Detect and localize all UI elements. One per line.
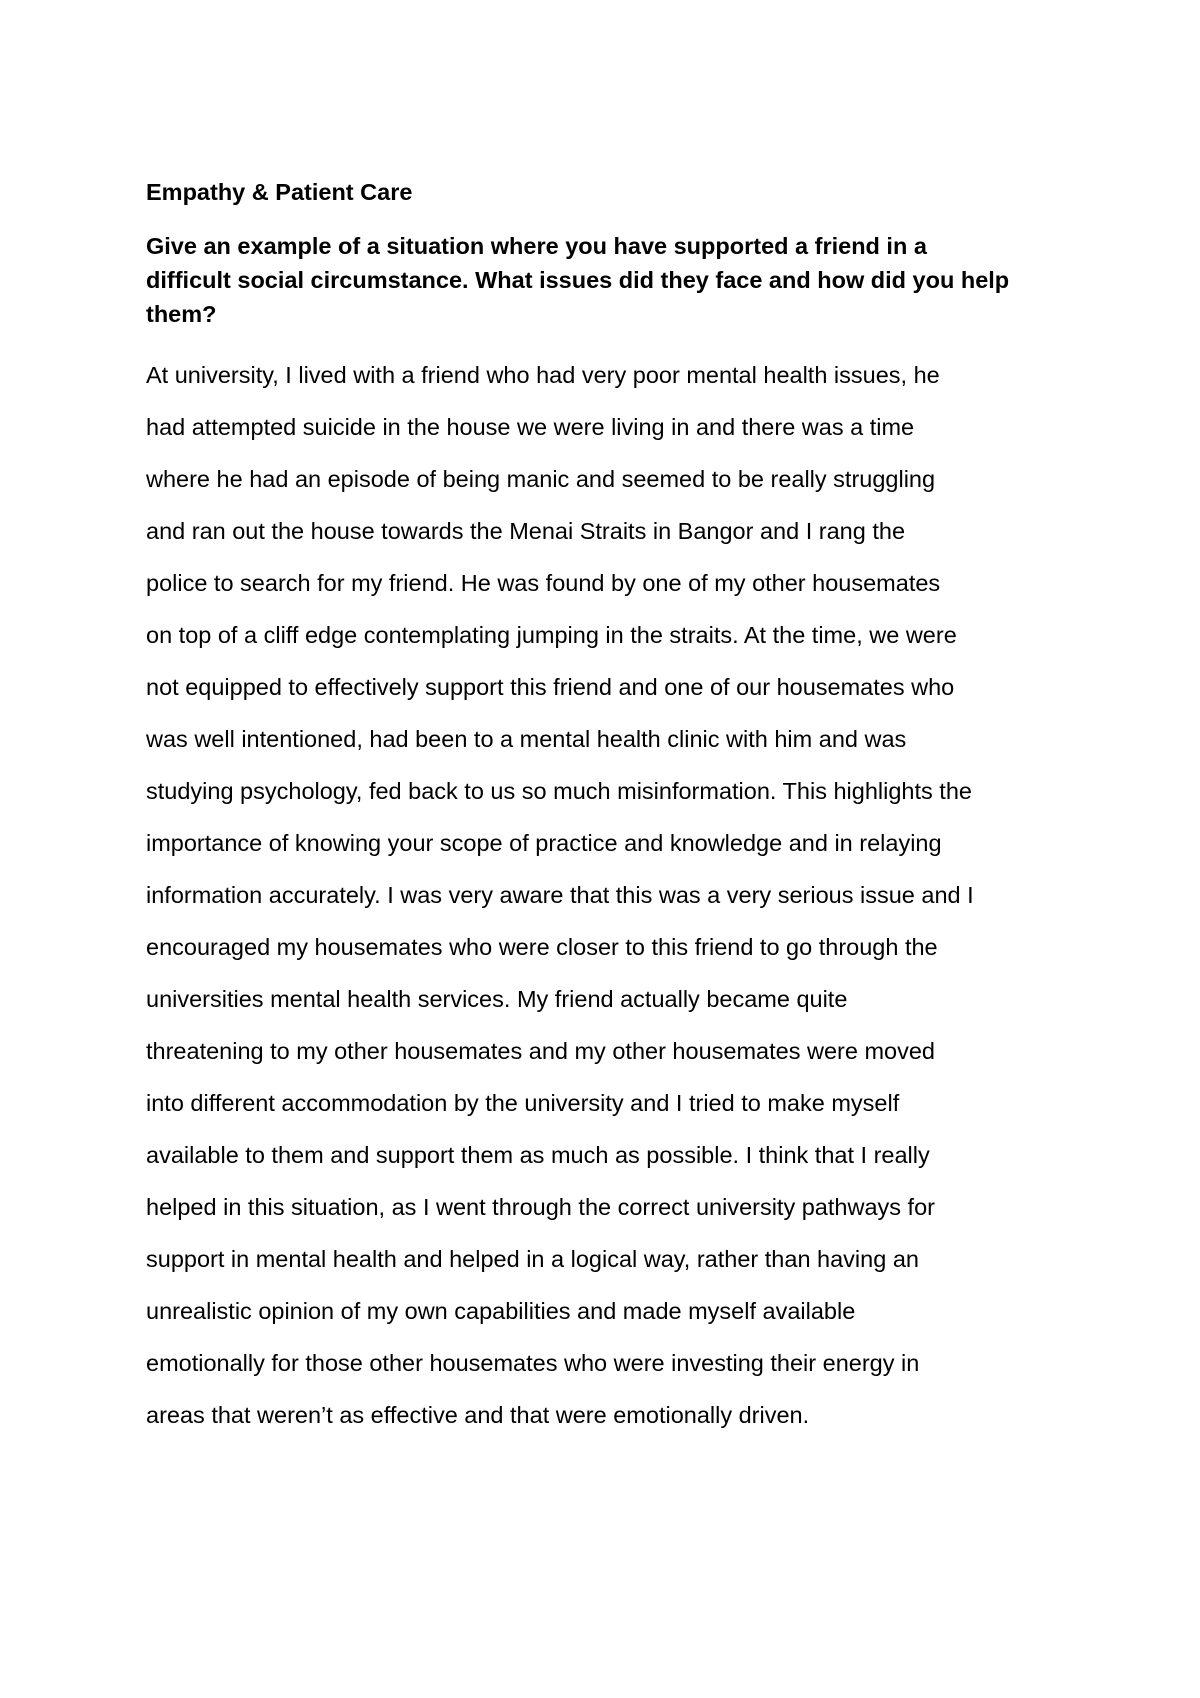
answer-line: studying psychology, fed back to us so much misinformation. This highlights the bbox=[146, 778, 972, 804]
answer-line: police to search for my friend. He was found by one of my other housemates bbox=[146, 570, 941, 596]
section-title: Empathy & Patient Care bbox=[146, 179, 413, 205]
answer-line: At university, I lived with a friend who had very poor mental health issues, he bbox=[146, 362, 940, 388]
answer-line: not equipped to effectively support this friend and one of our housemates who bbox=[146, 674, 955, 700]
answer-line: and ran out the house towards the Menai Straits in Bangor and I rang the bbox=[146, 518, 906, 544]
answer-line: was well intentioned, had been to a mental health clinic with him and was bbox=[146, 726, 907, 752]
answer-line: had attempted suicide in the house we were living in and there was a time bbox=[146, 414, 915, 440]
answer-line: areas that weren’t as effective and that were emotionally driven. bbox=[146, 1402, 810, 1428]
answer-line: on top of a cliff edge contemplating jumping in the straits. At the time, we were bbox=[146, 622, 957, 648]
answer-line: emotionally for those other housemates who were investing their energy in bbox=[146, 1350, 920, 1376]
question-heading bbox=[146, 229, 1086, 331]
answer-paragraph bbox=[146, 349, 1086, 1441]
question-line: Give an example of a situation where you have supported a friend in a bbox=[146, 233, 927, 259]
answer-line: unrealistic opinion of my own capabilities and made myself available bbox=[146, 1298, 856, 1324]
answer-line: support in mental health and helped in a logical way, rather than having an bbox=[146, 1246, 919, 1272]
question-line: difficult social circumstance. What issues did they face and how did you help bbox=[146, 267, 1010, 293]
answer-line: importance of knowing your scope of practice and knowledge and in relaying bbox=[146, 830, 942, 856]
answer-line: where he had an episode of being manic and seemed to be really struggling bbox=[146, 466, 936, 492]
answer-line: universities mental health services. My friend actually became quite bbox=[146, 986, 848, 1012]
answer-line: available to them and support them as much as possible. I think that I really bbox=[146, 1142, 930, 1168]
answer-line: into different accommodation by the university and I tried to make myself bbox=[146, 1090, 900, 1116]
document-body bbox=[146, 177, 1086, 1441]
answer-line: information accurately. I was very aware that this was a very serious issue and I bbox=[146, 882, 974, 908]
answer-line: helped in this situation, as I went through the correct university pathways for bbox=[146, 1194, 935, 1220]
answer-line: threatening to my other housemates and my other housemates were moved bbox=[146, 1038, 935, 1064]
question-line: them? bbox=[146, 301, 217, 327]
answer-line: encouraged my housemates who were closer to this friend to go through the bbox=[146, 934, 938, 960]
